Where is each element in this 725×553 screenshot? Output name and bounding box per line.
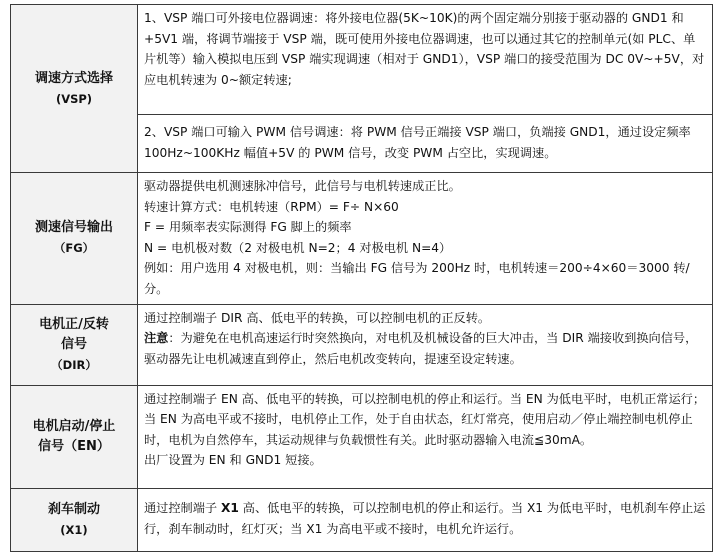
note-text: ：为避免在电机高速运行时突然换向，对电机及机械设备的巨大冲击，当 DIR 端接收到换向信号，驱动器先让电机减速直到停止，然后电机改变转向，提速至设定转速。 [144, 331, 698, 366]
fg-line: F = 用频率表实际测得 FG 脚上的频率 [144, 220, 352, 235]
row-label-fg [11, 173, 138, 305]
en-line: 出厂设置为 EN 和 GND1 短接。 [144, 453, 322, 468]
note-label: 注意 [144, 331, 169, 346]
vsp-item-2: 2、VSP 端口可输入 PWM 信号调速：将 PWM 信号正端接 VSP 端口，负端接 GND1，通过设定频率 100Hz~100KHz 幅值+5V 的 PWM 信号，改变 PWM 占空比，实现调速。 [138, 115, 713, 173]
row-subtitle: (X1) [60, 522, 88, 537]
table-row [11, 385, 713, 488]
row-title: 测速信号输出 [34, 220, 113, 236]
dir-line: 通过控制端子 DIR 高、低电平的转换，可以控制电机的正反转。 [144, 310, 491, 325]
x1-content [138, 488, 713, 551]
fg-content [138, 173, 713, 305]
fg-line: 驱动器提供电机测速脉冲信号，此信号与电机转速成正比。 [144, 179, 461, 193]
row-title-line2: 信号（EN） [38, 438, 110, 454]
fg-line: N = 电机极对数（2 对极电机 N=2；4 对极电机 N=4） [144, 240, 452, 255]
vsp-item-1: 1、VSP 端口可外接电位器调速：将外接电位器(5K~10K)的两个固定端分别接于驱动器的 GND1 和+5V1 端，将调节端接于 VSP 端，既可使用外接电位器调速，也可以通过其它的控制单元(如 PLC、单片机等）输入模拟电压到 VSP 端实现调速（相对于 GND1），VSP 端口的接受范围为 DC 0V~+5V，对应电机转速为 0~额定转速; [138, 5, 713, 115]
en-line: 通过控制端子 EN 高、低电平的转换，可以控制电机的停止和运行。当 EN 为低电平时，电机正常运行；当 EN 为高电平或不接时，电机停止工作，处于自由状态，红灯常亮，使用启动／停止端控制电机停止时，电机为自然停车，其运动规律与负载惯性有关。此时驱动器输入电流≦30mA。 [144, 391, 706, 447]
row-title: 电机启动/停止 [32, 418, 116, 434]
fg-formula: 转速计算方式：电机转速（RPM）= F÷ N×60 [144, 199, 399, 214]
row-label-dir [11, 304, 138, 385]
row-label-vsp [11, 5, 138, 173]
row-subtitle: （FG） [53, 241, 95, 256]
row-label-en [11, 385, 138, 488]
dir-note [144, 328, 706, 369]
x1-text-bold: X1 [221, 501, 239, 516]
row-title: 电机正/反转 [39, 316, 109, 332]
dir-content [138, 304, 713, 385]
x1-text-pre: 通过控制端子 [144, 501, 221, 516]
table-row [11, 304, 713, 385]
row-title-line2: 信号 [60, 336, 87, 352]
table-row [11, 173, 713, 305]
row-title: 调速方式选择 [34, 70, 113, 86]
row-subtitle: (VSP) [55, 91, 93, 106]
table-row [11, 488, 713, 551]
row-label-x1 [11, 488, 138, 551]
row-subtitle: （DIR） [51, 357, 97, 372]
table-row [11, 5, 713, 115]
fg-example: 例如：用户选用 4 对极电机，则：当输出 FG 信号为 200Hz 时，电机转速＝200÷4×60＝3000 转/分。 [144, 261, 690, 296]
row-title: 刹车制动 [47, 501, 100, 517]
x1-text-post: 高、低电平的转换，可以控制电机的停止和运行。当 X1 为低电平时，电机刹车停止运行，刹车制动时，红灯灭；当 X1 为高电平或不接时，电机允许运行。 [144, 501, 706, 537]
en-content [138, 385, 713, 488]
spec-table [10, 4, 713, 552]
